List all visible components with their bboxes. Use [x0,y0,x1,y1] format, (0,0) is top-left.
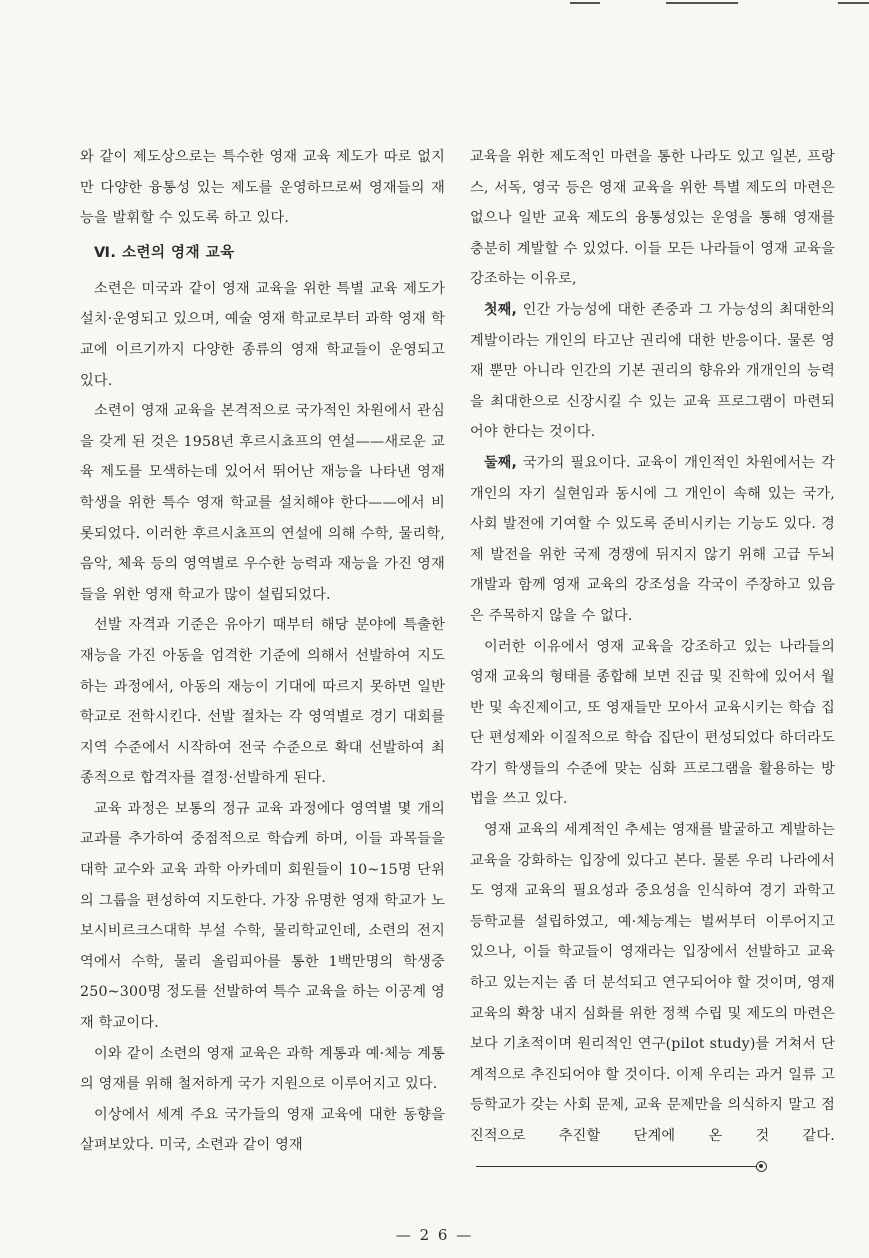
paragraph-lead: 첫째, [484,301,517,318]
paragraph-text: 영재 교육의 세계적인 추세는 영재를 발굴하고 계발하는 교육을 강화하는 입장에 있다고 본다. 물론 우리 나라에서도 영재 교육의 필요성과 중요성을 인식하여 경기 과학고등학교를 설립하였고, 예·체능계는 벌써부터 이루어지고 있으나, 이들 학교들이 영재라는 입장에서 선발하고 교육하고 있는지는 좀 더 분석되고 연구되어야 할 것이며, 영재 교육의 확창 내지 심화를 위한 정책 수립 및 제도의 마련은 보다 기초적이며 원리적인 연구(pilot study)를 거쳐서 단계적으로 추진되어야 할 것이다. 이제 우리는 과거 일류 고등학교가 갖는 사회 문제, 교육 문제만을 의식하지 말고 점진적으로 추진할 단계에 온 것 같다. [470,822,835,1144]
top-crop-marks [0,0,869,10]
right-column [470,142,835,1182]
paragraph [470,448,835,632]
paragraph: 교육을 위한 제도적인 마련을 통한 나라도 있고 일본, 프랑스, 서독, 영국 등은 영재 교육을 위한 특별 제도의 마련은 없으나 일반 교육 제도의 융통성있는 운영을 통해 영재를 충분히 계발할 수 있었다. 이들 모든 나라들이 영재 교육을 강조하는 이유로, [470,149,835,288]
end-of-article-mark [476,1161,767,1172]
paragraph [470,815,835,1182]
end-line [476,1166,756,1167]
paragraph: 와 같이 제도상으로는 특수한 영재 교육 제도가 따로 없지만 다양한 융통성 있는 제도를 운영하므로써 영재들의 재능을 발휘할 수 있도록 하고 있다. [80,149,445,227]
paragraph-lead: 둘째, [484,454,517,471]
paragraph: 이러한 이유에서 영재 교육을 강조하고 있는 나라들의 영재 교육의 형태를 종합해 보면 진급 및 진학에 있어서 월반 및 속진제이고, 또 영재들만 모아서 교육시키는 학습 집단 편성제와 이질적으로 학습 집단이 편성되었다 하더라도 각기 학생들의 수준에 맞는 심화 프로그램을 활용하는 방법을 쓰고 있다. [470,638,835,808]
paragraph [470,295,835,448]
left-column [80,142,445,1161]
paragraph: 이와 같이 소련의 영재 교육은 과학 계통과 예·체능 계통의 영재를 위해 철저하게 국가 지원으로 이루어지고 있다. [80,1045,445,1093]
paragraph: 이상에서 세계 주요 국가들의 영재 교육에 대한 동향을 살펴보았다. 미국, 소련과 같이 영재 [80,1106,445,1154]
paragraph: 소련이 영재 교육을 본격적으로 국가적인 차원에서 관심을 갖게 된 것은 1958년 후르시쵸프의 연설——새로운 교육 제도를 모색하는데 있어서 뛰어난 재능을 나타낸 영재 학생을 위한 특수 영재 학교를 설치해야 한다——에서 비롯되었다. 이러한 후르시쵸프의 연설에 의해 수학, 물리학, 음악, 체육 등의 영역별로 우수한 능력과 재능을 가진 영재들을 위한 영재 학교가 많이 설립되었다. [80,403,445,603]
paragraph-text: 국가의 필요이다. 교육이 개인적인 차원에서는 각 개인의 자기 실현임과 동시에 그 개인이 속해 있는 국가, 사회 발전에 기여할 수 있도록 준비시키는 기능도 있다. 경제 발전을 위한 국제 경쟁에 뒤지지 않기 위해 고급 두뇌 개발과 함께 영재 교육의 강조성을 각국이 주장하고 있음은 주목하지 않을 수 없다. [470,454,835,624]
paragraph: 선발 자격과 기준은 유아기 때부터 해당 분야에 특출한 재능을 가진 아동을 엄격한 기준에 의해서 선발하여 지도하는 과정에서, 아동의 재능이 기대에 따르지 못하면 일반 학교로 전학시킨다. 선발 절차는 각 영역별로 경기 대회를 지역 수준에서 시작하여 전국 수준으로 확대 선발하여 최종적으로 합격자를 결정·선발하게 된다. [80,617,445,787]
page-number: — 2 6 — [395,1226,474,1244]
end-circle-icon [756,1161,767,1172]
paragraph: 교육 과정은 보통의 정규 교육 과정에다 영역별 몇 개의 교과를 추가하여 중점적으로 학습케 하며, 이들 과목들을 대학 교수와 교육 과학 아카데미 회원들이 10~15명 단위의 그룹을 편성하여 지도한다. 가장 유명한 영재 학교가 노보시비르크스대학 부설 수학, 물리학교인데, 소련의 전지역에서 수학, 물리 올림피아를 통한 1백만명의 학생중 250~300명 정도를 선발하여 특수 교육을 하는 이공계 영재 학교이다. [80,800,445,1032]
paragraph: 소련은 미국과 같이 영재 교육을 위한 특별 교육 제도가 설치·운영되고 있으며, 예술 영재 학교로부터 과학 영재 학교에 이르기까지 다양한 종류의 영재 학교들이 운영되고 있다. [80,280,445,389]
section-heading: Ⅵ. 소련의 영재 교육 [94,244,235,261]
paragraph-text: 인간 가능성에 대한 존중과 그 가능성의 최대한의 계발이라는 개인의 타고난 권리에 대한 반응이다. 물론 영재 뿐만 아니라 인간의 기본 권리의 향유와 개개인의 능력을 최대한으로 신장시킬 수 있는 교육 프로그램이 마련되어야 한다는 것이다. [470,301,835,441]
